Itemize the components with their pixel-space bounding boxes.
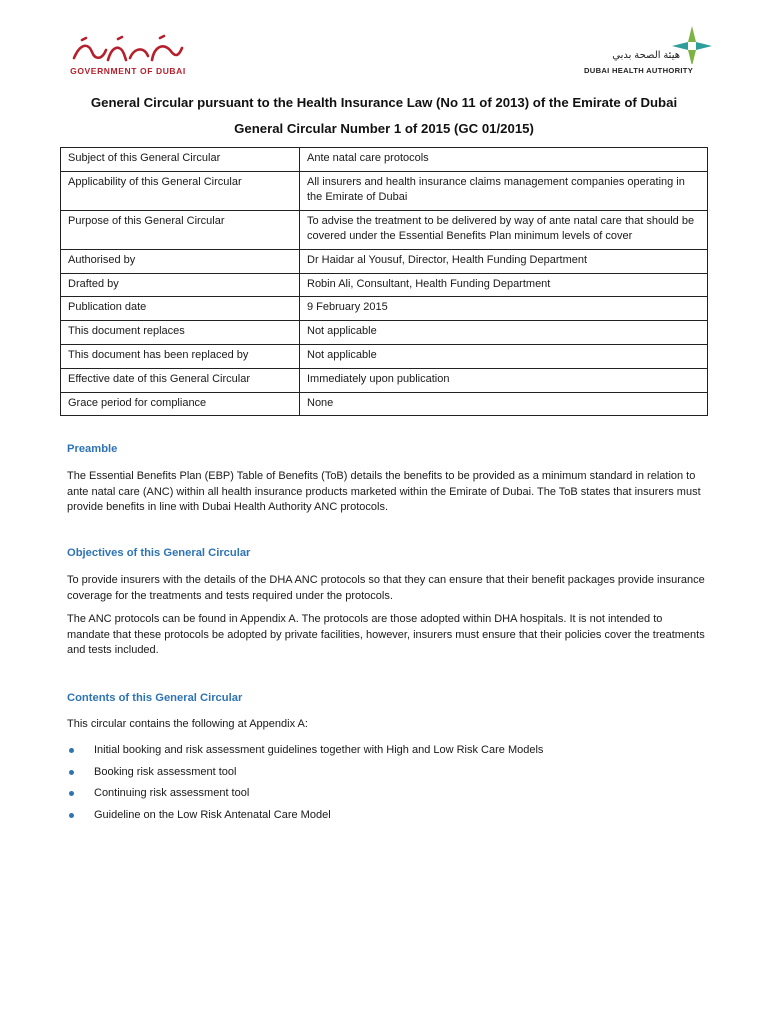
dubai-health-authority-logo	[580, 24, 720, 80]
table-value-cell: Ante natal care protocols	[300, 148, 708, 172]
document-title: General Circular pursuant to the Health Insurance Law (No 11 of 2013) of the Emirate of Dubai	[90, 95, 678, 110]
table-key-cell: Grace period for compliance	[61, 392, 300, 416]
contents-list	[67, 743, 543, 829]
preamble-paragraph	[67, 469, 707, 516]
table-key-cell: Authorised by	[61, 249, 300, 273]
objectives-paragraph-1	[67, 573, 707, 604]
table-row	[61, 249, 708, 273]
list-item	[67, 808, 543, 830]
table-key-cell: Publication date	[61, 297, 300, 321]
table-value-cell: 9 February 2015	[300, 297, 708, 321]
table-row	[61, 297, 708, 321]
bullet-icon	[69, 748, 74, 753]
table-row	[61, 392, 708, 416]
dha-english-text: DUBAI HEALTH AUTHORITY	[584, 66, 694, 75]
government-of-dubai-text: GOVERNMENT OF DUBAI	[70, 66, 186, 76]
table-row	[61, 210, 708, 249]
table-row	[61, 171, 708, 210]
contents-heading: Contents of this General Circular	[67, 692, 243, 704]
table-value-cell: To advise the treatment to be delivered by way of ante natal care that should be covered under the Essential Benefits Plan minimum levels of cover	[300, 210, 708, 249]
preamble-heading: Preamble	[67, 443, 118, 455]
objectives-paragraph-2	[67, 612, 707, 659]
table-key-cell: Applicability of this General Circular	[61, 171, 300, 210]
table-key-cell: Drafted by	[61, 273, 300, 297]
table-key-cell: This document has been replaced by	[61, 344, 300, 368]
table-value-cell: Not applicable	[300, 344, 708, 368]
table-value-cell: Immediately upon publication	[300, 368, 708, 392]
dubai-calligraphy-mark	[62, 34, 192, 68]
table-value-cell: Dr Haidar al Yousuf, Director, Health Funding Department	[300, 249, 708, 273]
list-item	[67, 765, 543, 787]
bullet-icon	[69, 791, 74, 796]
table-key-cell: Purpose of this General Circular	[61, 210, 300, 249]
government-of-dubai-logo	[62, 34, 192, 78]
list-item	[67, 786, 543, 808]
objectives-text-2: The ANC protocols can be found in Appendix A. The protocols are those adopted within DHA hospitals. It is not intended to mandate that these protocols be adopted by private facilities, however, insurers must ensure that their policies cover the treatments and tests included.	[67, 613, 705, 657]
table-row	[61, 344, 708, 368]
list-item-text: Initial booking and risk assessment guidelines together with High and Low Risk Care Models	[94, 744, 544, 756]
list-item-text: Continuing risk assessment tool	[94, 787, 250, 800]
table-row	[61, 321, 708, 345]
objectives-heading: Objectives of this General Circular	[67, 547, 251, 559]
table-row	[61, 368, 708, 392]
contents-intro: This circular contains the following at Appendix A:	[67, 718, 308, 730]
preamble-text: The Essential Benefits Plan (EBP) Table of Benefits (ToB) details the benefits to be provided as a minimum standard in relation to ante natal care (ANC) within all health insurance products marketed within the Emirate of Dubai. The ToB states that insurers must provide benefits in line with Dubai Health Authority ANC protocols.	[67, 470, 701, 514]
table-row	[61, 148, 708, 172]
table-row	[61, 273, 708, 297]
table-key-cell: This document replaces	[61, 321, 300, 345]
table-value-cell: Robin Ali, Consultant, Health Funding Department	[300, 273, 708, 297]
table-value-cell: All insurers and health insurance claims management companies operating in the Emirate of Dubai	[300, 171, 708, 210]
bullet-icon	[69, 770, 74, 775]
dha-arabic-text: هيئة الصحة بدبي	[612, 50, 680, 61]
list-item	[67, 743, 543, 765]
list-item-text: Guideline on the Low Risk Antenatal Care Model	[94, 808, 331, 821]
bullet-icon	[69, 813, 74, 818]
table-key-cell: Subject of this General Circular	[61, 148, 300, 172]
table-key-cell: Effective date of this General Circular	[61, 368, 300, 392]
list-item-text: Booking risk assessment tool	[94, 765, 237, 778]
circular-number-title: General Circular Number 1 of 2015 (GC 01/2015)	[234, 121, 534, 136]
table-value-cell: Not applicable	[300, 321, 708, 345]
circular-info-table	[60, 147, 708, 416]
objectives-text-1: To provide insurers with the details of the DHA ANC protocols so that they can ensure that their benefit packages provide insurance coverage for the treatments and tests required under the protocols.	[67, 574, 705, 602]
table-value-cell: None	[300, 392, 708, 416]
